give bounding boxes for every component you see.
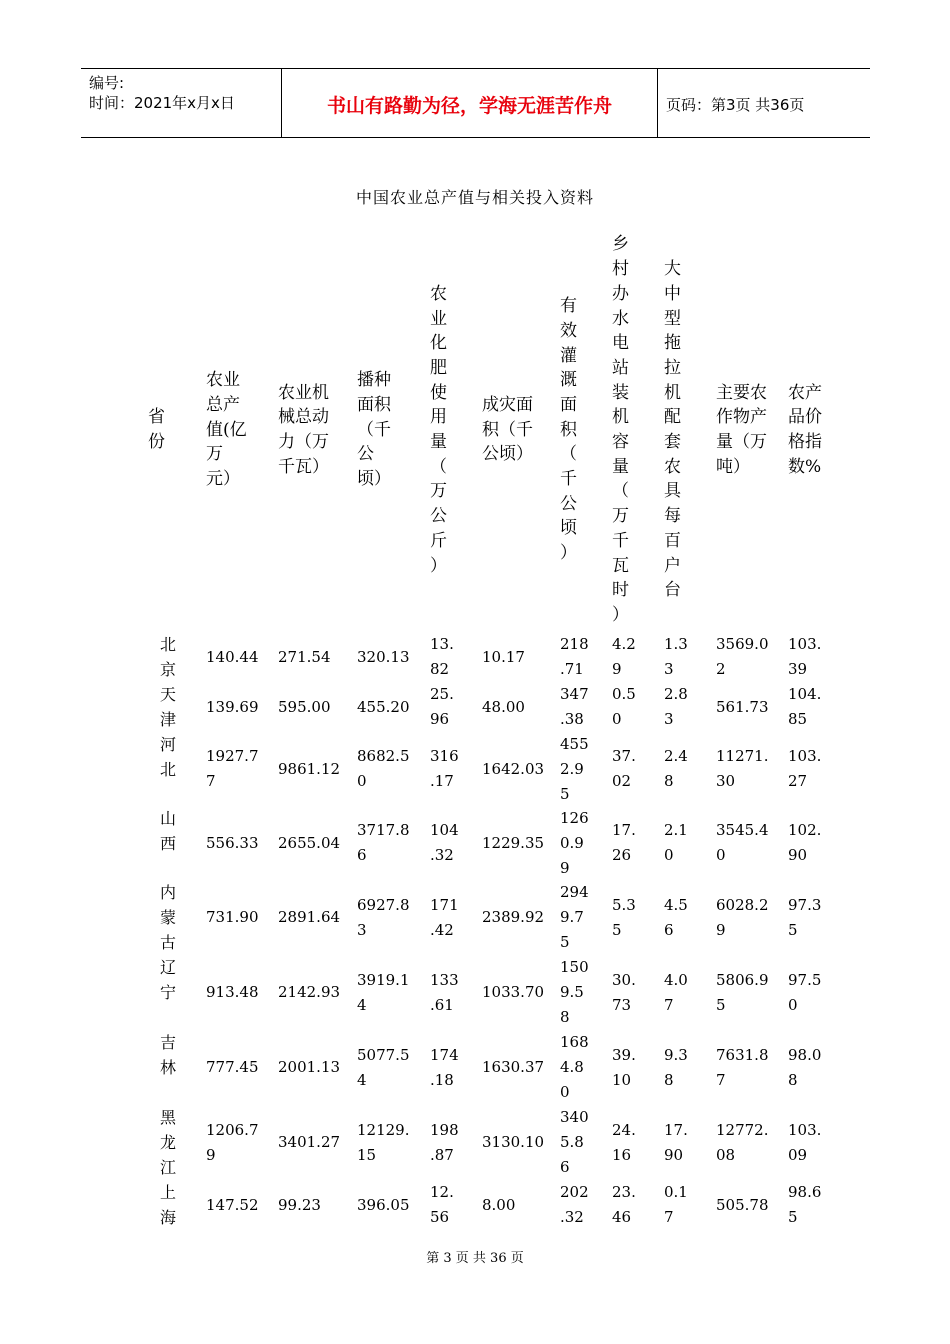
table-cell: 104 .32 xyxy=(430,821,459,864)
table-cell: 347 .38 xyxy=(560,685,589,728)
table-cell: 294 9.7 5 xyxy=(560,883,589,951)
table-cell: 320.13 xyxy=(357,647,410,666)
column-header: 主要农 作物产 量（万 吨） xyxy=(716,382,767,477)
table-cell: 198 .87 xyxy=(430,1120,459,1164)
table-cell: 1.3 3 xyxy=(664,635,688,678)
table-cell: 8.00 xyxy=(482,1195,516,1214)
table-cell: 2.1 0 xyxy=(664,821,688,864)
table-cell: 97.3 5 xyxy=(788,895,822,939)
column-header: 乡 村 办 水 电 站 装 机 容 量 （ 万 千 瓦 时 ） xyxy=(612,234,629,625)
table-cell: 39. 10 xyxy=(612,1045,636,1089)
table-cell: 48.00 xyxy=(482,697,525,716)
table-cell: 913.48 xyxy=(206,983,259,1001)
table-cell: 17. 26 xyxy=(612,821,636,864)
province-cell: 河 北 xyxy=(159,735,176,779)
column-header: 农 业 化 肥 使 用 量 （ 万 公 斤 ） xyxy=(430,283,447,576)
table-cell: 271.54 xyxy=(278,647,331,666)
table-cell: 3545.4 0 xyxy=(716,821,769,864)
table-cell: 777.45 xyxy=(206,1058,259,1076)
table-cell: 396.05 xyxy=(357,1195,410,1214)
table-cell: 9.3 8 xyxy=(664,1045,688,1089)
table-cell: 150 9.5 8 xyxy=(560,958,589,1026)
table-cell: 126 0.9 9 xyxy=(560,808,589,877)
column-header: 有 效 灌 溉 面 积 （ 千 公 顷 ） xyxy=(560,296,577,564)
header-meta xyxy=(89,73,235,113)
table-cell: 595.00 xyxy=(278,697,331,716)
table-cell: 731.90 xyxy=(206,908,259,926)
table-cell: 24. 16 xyxy=(612,1120,636,1164)
table-cell: 316 .17 xyxy=(430,747,459,790)
table-cell: 99.23 xyxy=(278,1195,321,1214)
table-cell: 171 .42 xyxy=(430,895,459,939)
column-header: 农业机 械总动 力（万 千瓦） xyxy=(278,382,329,477)
table-cell: 2389.92 xyxy=(482,908,545,926)
table-cell: 4.2 9 xyxy=(612,635,636,678)
table-cell: 103. 09 xyxy=(788,1120,822,1164)
table-cell: 11271. 30 xyxy=(716,747,769,790)
table-cell: 0.5 0 xyxy=(612,685,636,728)
table-cell: 5806.9 5 xyxy=(716,970,769,1014)
table-cell: 147.52 xyxy=(206,1195,259,1214)
table-cell: 97.5 0 xyxy=(788,970,822,1014)
table-cell: 8682.5 0 xyxy=(357,747,410,790)
column-header: 农产 品价 格指 数% xyxy=(788,382,822,477)
table-cell: 103. 39 xyxy=(788,635,822,678)
table-cell: 98.0 8 xyxy=(788,1045,822,1089)
table-cell: 561.73 xyxy=(716,697,769,716)
table-cell: 1927.7 7 xyxy=(206,747,259,790)
table-cell: 202 .32 xyxy=(560,1183,589,1226)
table-cell: 0.1 7 xyxy=(664,1183,688,1226)
table-cell: 340 5.8 6 xyxy=(560,1108,589,1176)
table-cell: 23. 46 xyxy=(612,1183,636,1226)
table-cell: 2655.04 xyxy=(278,833,341,852)
table-cell: 133 .61 xyxy=(430,970,459,1014)
table-cell: 139.69 xyxy=(206,697,259,716)
table-cell: 174 .18 xyxy=(430,1045,459,1089)
table-cell: 6028.2 9 xyxy=(716,895,769,939)
table-cell: 1206.7 9 xyxy=(206,1120,259,1164)
table-cell: 9861.12 xyxy=(278,759,341,778)
table-cell: 455 2.9 5 xyxy=(560,734,589,803)
header-motto: 书山有路勤为径，学海无涯苦作舟 xyxy=(326,95,612,117)
table-cell: 1033.70 xyxy=(482,983,545,1001)
table-cell: 12. 56 xyxy=(430,1183,454,1226)
table-cell: 3401.27 xyxy=(278,1133,341,1151)
table-cell: 505.78 xyxy=(716,1195,769,1214)
province-cell: 内 蒙古 xyxy=(159,883,176,952)
table-cell: 5077.5 4 xyxy=(357,1045,410,1089)
province-cell: 吉 林 xyxy=(159,1033,176,1077)
province-cell: 山 西 xyxy=(159,809,176,853)
province-cell: 北 京 xyxy=(159,635,176,679)
table-cell: 98.6 5 xyxy=(788,1183,822,1226)
table-cell: 3919.1 4 xyxy=(357,970,410,1014)
header-divider xyxy=(657,69,658,137)
table-cell: 2142.93 xyxy=(278,983,341,1001)
table-cell: 25. 96 xyxy=(430,685,454,728)
province-cell: 辽 宁 xyxy=(159,958,176,1002)
table-cell: 140.44 xyxy=(206,647,259,666)
table-cell: 102. 90 xyxy=(788,821,822,864)
table-cell: 12772. 08 xyxy=(716,1120,769,1164)
table-cell: 30. 73 xyxy=(612,970,636,1014)
column-header: 省 份 xyxy=(148,407,165,452)
table-cell: 556.33 xyxy=(206,833,259,852)
column-header: 成灾面 积（千 公顷） xyxy=(482,394,533,465)
page-header xyxy=(81,68,870,138)
column-header: 播种 面积 （千 公 顷） xyxy=(357,370,391,490)
number-label: 编号: xyxy=(89,74,125,92)
table-cell: 168 4.8 0 xyxy=(560,1033,589,1101)
header-page-info: 页码：第3页 共36页 xyxy=(666,96,805,114)
table-cell: 4.0 7 xyxy=(664,970,688,1014)
table-cell: 4.5 6 xyxy=(664,895,688,939)
province-cell: 黑 龙江 xyxy=(159,1108,176,1177)
table-cell: 13. 82 xyxy=(430,635,454,678)
province-cell: 天 津 xyxy=(159,685,176,729)
table-cell: 455.20 xyxy=(357,697,410,716)
table-cell: 2891.64 xyxy=(278,908,341,926)
column-header: 大 中 型 拖 拉 机 配 套 农 具 每 百 户 台 xyxy=(664,259,681,601)
table-cell: 5.3 5 xyxy=(612,895,636,939)
table-cell: 3717.8 6 xyxy=(357,821,410,864)
table-cell: 12129. 15 xyxy=(357,1120,410,1164)
table-cell: 17. 90 xyxy=(664,1120,688,1164)
table-cell: 10.17 xyxy=(482,647,525,666)
table-cell: 2.4 8 xyxy=(664,747,688,790)
table-cell: 104. 85 xyxy=(788,685,822,728)
table-cell: 3130.10 xyxy=(482,1133,545,1151)
table-cell: 7631.8 7 xyxy=(716,1045,769,1089)
table-title: 中国农业总产值与相关投入资料 xyxy=(355,188,594,207)
table-cell: 37. 02 xyxy=(612,747,636,790)
table-cell: 2.8 3 xyxy=(664,685,688,728)
table-cell: 1630.37 xyxy=(482,1058,545,1076)
table-cell: 218 .71 xyxy=(560,635,589,678)
province-cell: 上 海 xyxy=(159,1183,176,1227)
table-cell: 3569.0 2 xyxy=(716,635,769,678)
table-cell: 6927.8 3 xyxy=(357,895,410,939)
table-cell: 1229.35 xyxy=(482,833,545,852)
table-cell: 2001.13 xyxy=(278,1058,341,1076)
page-footer: 第 3 页 共 36 页 xyxy=(426,1251,524,1266)
table-cell: 103. 27 xyxy=(788,747,822,790)
time-label: 时间：2021年x月x日 xyxy=(89,94,235,112)
column-header: 农业 总产 值(亿 万 元） xyxy=(206,370,247,490)
table-cell: 1642.03 xyxy=(482,759,545,778)
